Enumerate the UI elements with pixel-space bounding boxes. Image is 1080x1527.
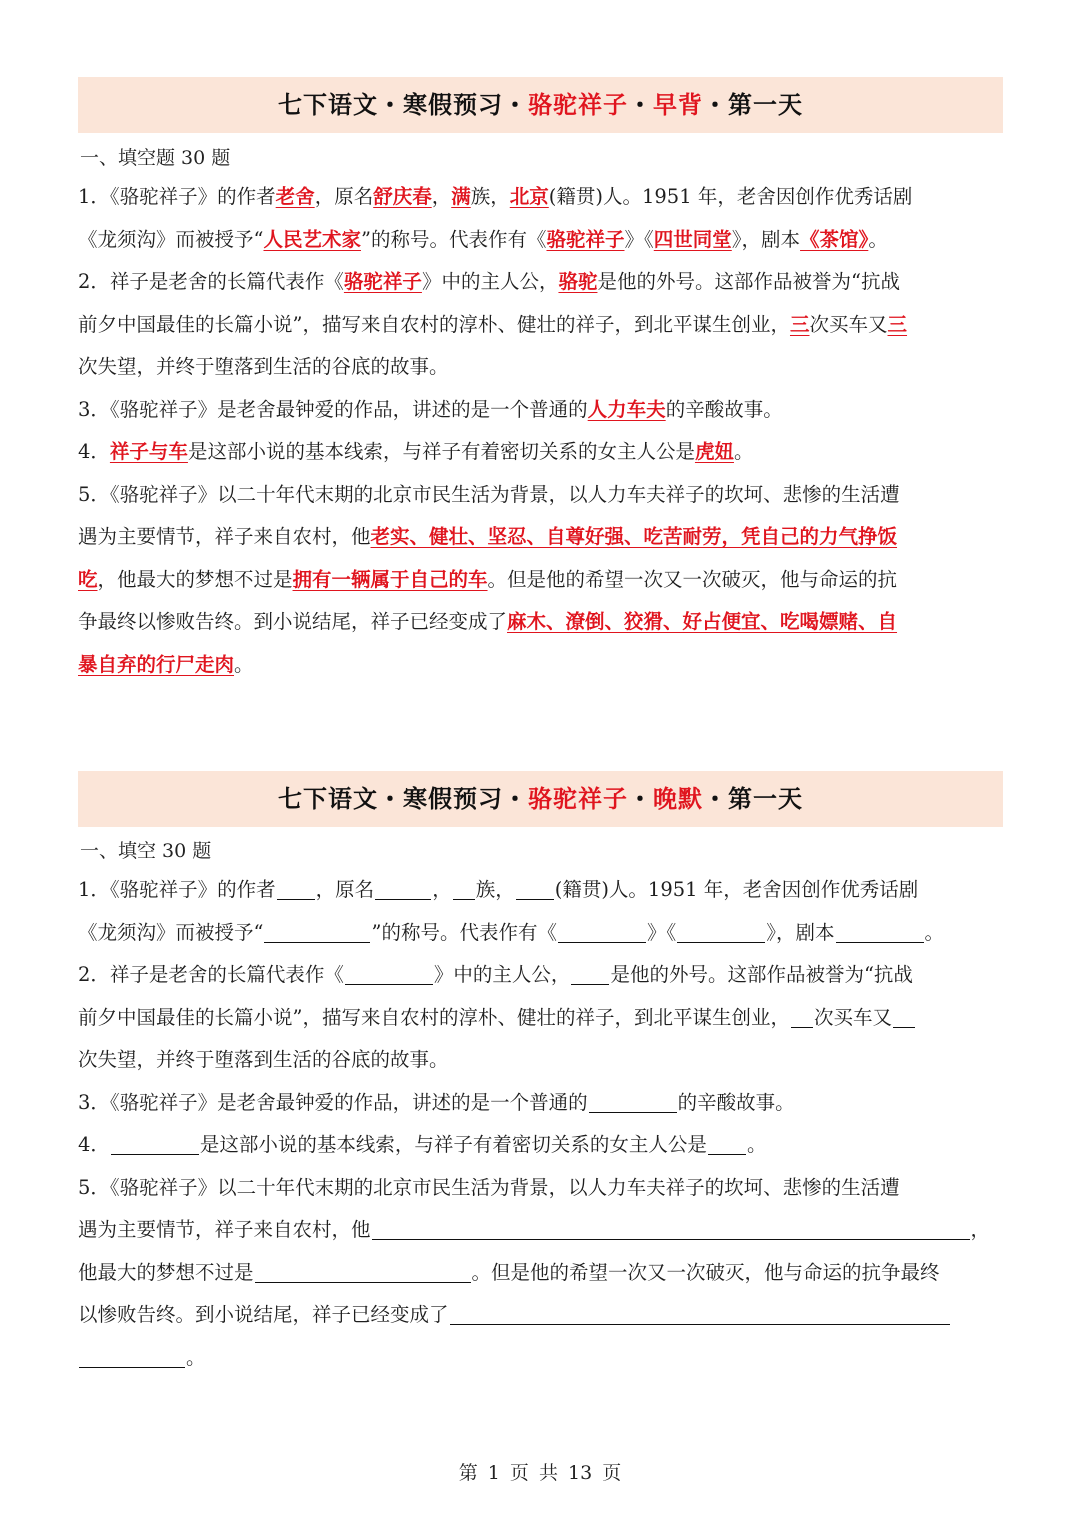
answer-text: 骆驼祥子 <box>546 227 625 251</box>
morning-text-line <box>78 559 1008 601</box>
morning-title-dot: ・ <box>628 91 653 119</box>
answer-text: 拥有一辆属于自己的车 <box>292 567 488 591</box>
answer-text: 三 <box>789 312 810 336</box>
line-text: 次买车又 <box>809 312 888 336</box>
line-text: 。 <box>234 652 254 676</box>
answer-text: 老舍 <box>275 185 315 208</box>
evening-section-label: 一、填空 30 题 <box>80 840 212 862</box>
morning-text-line <box>78 516 1008 558</box>
morning-title-prefix: 七下语文・寒假预习・ <box>278 91 528 119</box>
evening-text-line <box>78 1337 1008 1379</box>
line-text: ”的称号。代表作有《 <box>361 227 547 251</box>
line-text: 遇为主要情节，祥子来自农村，他 <box>78 525 371 548</box>
line-text: 是这部小说的基本线索，与祥子有着密切关系的女主人公是 <box>199 1133 707 1156</box>
answer-text: 骆驼祥子 <box>343 270 422 293</box>
fill-in-blank[interactable] <box>677 918 765 943</box>
line-text: ， <box>431 185 452 208</box>
evening-title-day: ・第一天 <box>703 785 803 813</box>
morning-text-line <box>78 261 1008 303</box>
line-text: 遇为主要情节，祥子来自农村，他 <box>78 1218 371 1241</box>
line-text: 次买车又 <box>813 1005 892 1029</box>
line-text: 是他的外号。这部作品被誉为“抗战 <box>610 963 913 986</box>
evening-title-dot: ・ <box>628 785 653 813</box>
answer-text: 北京 <box>509 185 549 208</box>
evening-text-line <box>78 954 1008 996</box>
fill-in-blank[interactable] <box>375 875 431 900</box>
line-text: 前夕中国最佳的长篇小说”，描写来自农村的淳朴、健壮的祥子，到北平谋生创业， <box>78 312 790 336</box>
line-text: 》中的主人公， <box>433 963 571 986</box>
fill-in-blank[interactable] <box>893 1003 915 1028</box>
fill-in-blank[interactable] <box>79 1343 185 1368</box>
line-text: 族， <box>470 185 510 208</box>
morning-text-line <box>78 644 1008 686</box>
line-text: 》中的主人公， <box>421 270 559 293</box>
line-text: 4． <box>78 440 110 463</box>
line-text: 3．《骆驼祥子》是老舍最钟爱的作品，讲述的是一个普通的 <box>78 1090 588 1114</box>
line-text: 5．《骆驼祥子》以二十年代末期的北京市民生活为背景，以人力车夫祥子的坎坷、悲惨的生活遭 <box>78 482 900 506</box>
fill-in-blank[interactable] <box>277 875 315 900</box>
line-text: 是他的外号。这部作品被誉为“抗战 <box>597 270 900 293</box>
answer-text: 满 <box>451 185 471 208</box>
answer-text: 虎妞 <box>694 440 734 463</box>
fill-in-blank[interactable] <box>345 960 433 985</box>
line-text: 的辛酸故事。 <box>665 397 783 421</box>
evening-text-line <box>78 1124 1008 1166</box>
morning-title-book: 骆驼祥子 <box>528 91 628 119</box>
line-text: 1．《骆驼祥子》的作者 <box>78 878 276 901</box>
line-text: 。 <box>186 1345 206 1369</box>
morning-section-label: 一、填空题 30 题 <box>80 147 231 169</box>
line-text: 2．祥子是老舍的长篇代表作《 <box>78 270 344 293</box>
line-text: ，原名 <box>315 878 375 901</box>
line-text: 。但是他的希望一次又一次破灭，他与命运的抗争最终 <box>471 1260 940 1284</box>
fill-in-blank[interactable] <box>372 1215 970 1240</box>
line-text: 是这部小说的基本线索，与祥子有着密切关系的女主人公是 <box>187 440 695 463</box>
morning-title-banner <box>78 77 1003 133</box>
fill-in-blank[interactable] <box>791 1003 813 1028</box>
fill-in-blank[interactable] <box>571 960 609 985</box>
line-text: 》《 <box>646 920 677 944</box>
line-text: 5．《骆驼祥子》以二十年代末期的北京市民生活为背景，以人力车夫祥子的坎坷、悲惨的生活遭 <box>78 1175 900 1199</box>
line-text: 《龙须沟》而被授予“ <box>78 920 264 944</box>
fill-in-blank[interactable] <box>111 1130 199 1155</box>
fill-in-blank[interactable] <box>516 875 554 900</box>
line-text: 。 <box>733 440 754 463</box>
evening-title-book: 骆驼祥子 <box>528 785 628 813</box>
page-footer: 第 1 页 共 13 页 <box>458 1462 622 1484</box>
line-text: 前夕中国最佳的长篇小说”，描写来自农村的淳朴、健壮的祥子，到北平谋生创业， <box>78 1005 790 1029</box>
answer-text: 吃 <box>78 567 98 591</box>
evening-title-banner <box>78 771 1003 827</box>
line-text: ”的称号。代表作有《 <box>371 920 557 944</box>
answer-text: 祥子与车 <box>109 440 188 463</box>
morning-title-day: ・第一天 <box>703 91 803 119</box>
line-text: 《龙须沟》而被授予“ <box>78 227 264 251</box>
line-text: ，原名 <box>314 185 374 208</box>
answer-text: 四世同堂 <box>653 227 732 251</box>
evening-title-prefix: 七下语文・寒假预习・ <box>278 785 528 813</box>
line-text: 》《 <box>624 227 654 251</box>
evening-text-line <box>78 1167 1008 1209</box>
fill-in-blank[interactable] <box>450 1300 950 1325</box>
line-text: 族， <box>475 878 515 901</box>
line-text: 他最大的梦想不过是 <box>78 1260 254 1284</box>
morning-text-line <box>78 346 1008 388</box>
line-text: ， <box>970 1218 991 1241</box>
morning-text-line <box>78 601 1008 643</box>
line-text: ，他最大的梦想不过是 <box>97 567 293 591</box>
evening-text-line <box>78 912 1008 954</box>
line-text: 。 <box>924 920 945 944</box>
answer-text: 三 <box>887 312 908 336</box>
fill-in-blank[interactable] <box>453 875 475 900</box>
evening-text-line <box>78 869 1008 911</box>
evening-text-line <box>78 1252 1008 1294</box>
line-text: (籍贯)人。1951 年，老舍因创作优秀话剧 <box>548 185 913 208</box>
line-text: 》，剧本 <box>731 227 801 251</box>
evening-text-line <box>78 1294 1008 1336</box>
answer-text: 人民艺术家 <box>263 227 361 251</box>
evening-text-line <box>78 1039 1008 1081</box>
evening-title-mode: 晚默 <box>653 785 703 813</box>
morning-text-line <box>78 431 1008 473</box>
morning-text-line <box>78 219 1008 261</box>
line-text: 。 <box>868 227 888 251</box>
answer-text: 人力车夫 <box>587 397 666 421</box>
line-text: 》，剧本 <box>766 920 835 944</box>
fill-in-blank[interactable] <box>558 918 646 943</box>
evening-text-line <box>78 1209 1008 1251</box>
line-text: 次失望，并终于堕落到生活的谷底的故事。 <box>78 355 449 378</box>
line-text: 以惨败告终。到小说结尾，祥子已经变成了 <box>78 1303 449 1326</box>
line-text: 2．祥子是老舍的长篇代表作《 <box>78 963 344 986</box>
line-text: 。 <box>746 1133 767 1156</box>
line-text: (籍贯)人。1951 年，老舍因创作优秀话剧 <box>554 878 919 901</box>
fill-in-blank[interactable] <box>589 1088 677 1113</box>
line-text: 争最终以惨败告终。到小说结尾，祥子已经变成了 <box>78 610 508 633</box>
line-text: 3．《骆驼祥子》是老舍最钟爱的作品，讲述的是一个普通的 <box>78 397 588 421</box>
answer-text: 老实、健壮、坚忍、自尊好强、吃苦耐劳，凭自己的力气挣饭 <box>370 525 898 548</box>
answer-text: 舒庆春 <box>373 185 432 208</box>
evening-text-line <box>78 997 1008 1039</box>
line-text: 次失望，并终于堕落到生活的谷底的故事。 <box>78 1048 449 1071</box>
line-text: 1．《骆驼祥子》的作者 <box>78 185 276 208</box>
line-text: 。但是他的希望一次又一次破灭，他与命运的抗 <box>487 567 898 591</box>
evening-text-line <box>78 1082 1008 1124</box>
morning-text-line <box>78 176 1008 218</box>
fill-in-blank[interactable] <box>255 1258 471 1283</box>
morning-text-line <box>78 304 1008 346</box>
fill-in-blank[interactable] <box>264 918 370 943</box>
morning-text-line <box>78 389 1008 431</box>
fill-in-blank[interactable] <box>836 918 924 943</box>
fill-in-blank[interactable] <box>708 1130 746 1155</box>
answer-text: 麻木、潦倒、狡猾、好占便宜、吃喝嫖赌、自 <box>507 610 898 633</box>
answer-text: 《茶馆》 <box>800 227 869 251</box>
answer-text: 暴自弃的行尸走肉 <box>78 652 235 676</box>
morning-text-line <box>78 474 1008 516</box>
line-text: 4． <box>78 1133 110 1156</box>
answer-text: 骆驼 <box>558 270 598 293</box>
line-text: ， <box>432 878 452 901</box>
line-text: 的辛酸故事。 <box>677 1090 795 1114</box>
morning-title-mode: 早背 <box>653 91 703 119</box>
